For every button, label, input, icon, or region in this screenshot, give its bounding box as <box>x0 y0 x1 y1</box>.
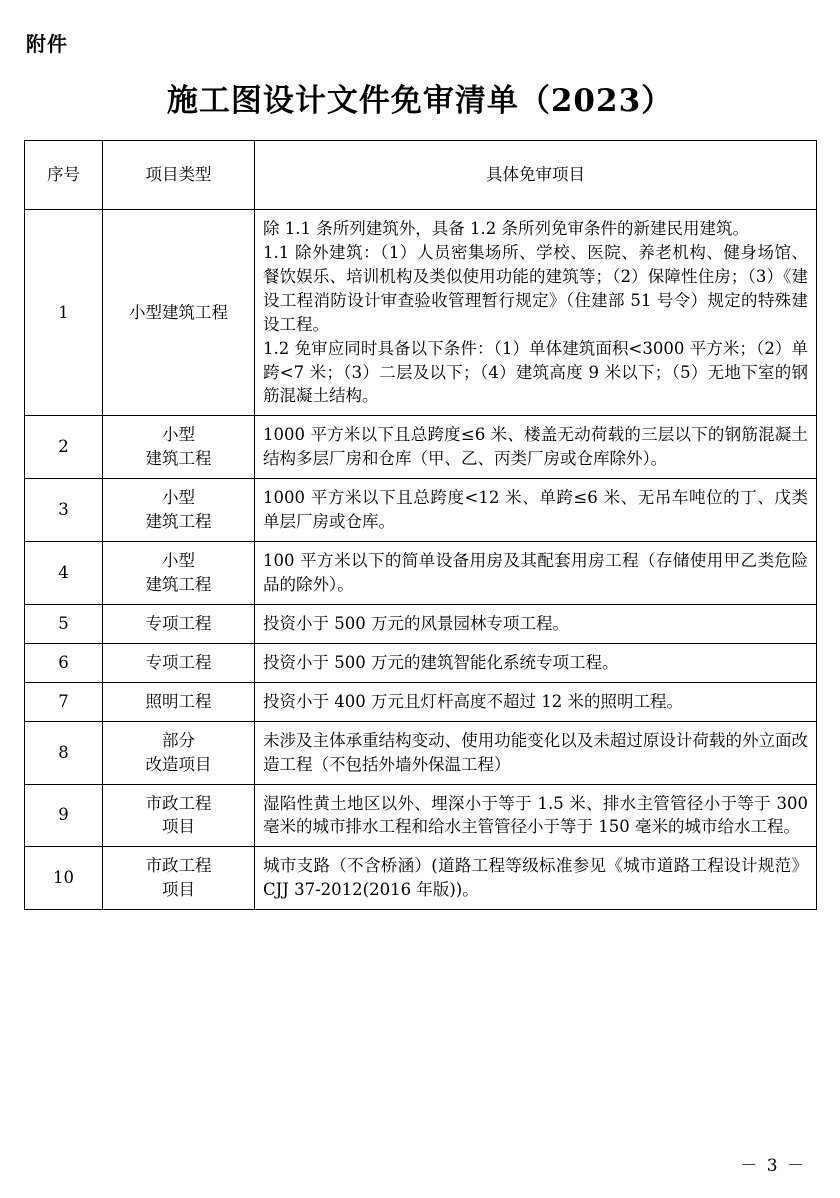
cell-project-type: 专项工程 <box>103 643 255 682</box>
page-number: － 3 － <box>740 1156 806 1176</box>
table-row <box>25 784 817 847</box>
cell-no: 9 <box>25 784 103 847</box>
table-row <box>25 542 817 605</box>
cell-exempt-detail <box>255 604 817 643</box>
detail-paragraph: 100 平方米以下的简单设备用房及其配套用房工程（存储使用甲乙类危险品的除外）。 <box>263 551 808 594</box>
cell-project-type: 小型 建筑工程 <box>103 542 255 605</box>
detail-paragraph: 投资小于 400 万元且灯杆高度不超过 12 米的照明工程。 <box>263 691 683 711</box>
cell-no: 3 <box>25 479 103 542</box>
detail-paragraph: 1000 平方米以下且总跨度≤6 米、楼盖无动荷载的三层以下的钢筋混凝土结构多层厂房和仓库（甲、乙、丙类厂房或仓库除外）。 <box>263 425 808 469</box>
cell-exempt-detail <box>255 210 817 416</box>
table-body <box>25 210 817 910</box>
cell-exempt-detail <box>255 479 817 542</box>
column-header-no: 序号 <box>25 141 103 210</box>
cell-project-type: 照明工程 <box>103 682 255 721</box>
cell-no: 4 <box>25 542 103 605</box>
table-row <box>25 643 817 682</box>
cell-exempt-detail <box>255 682 817 721</box>
table-header-row <box>25 141 817 210</box>
detail-paragraph: 1000 平方米以下且总跨度<12 米、单跨≤6 米、无吊车吨位的丁、戊类单层厂房或仓库。 <box>263 488 808 532</box>
cell-exempt-detail <box>255 847 817 910</box>
cell-exempt-detail <box>255 784 817 847</box>
cell-exempt-detail <box>255 721 817 784</box>
detail-paragraph: 投资小于 500 万元的风景园林专项工程。 <box>263 613 569 633</box>
table-row <box>25 847 817 910</box>
table-row <box>25 721 817 784</box>
table-row <box>25 210 817 416</box>
detail-paragraph: 湿陷性黄土地区以外、埋深小于等于 1.5 米、排水主管管径小于等于 300 毫米的城市排水工程和给水主管管径小于等于 150 毫米的城市给水工程。 <box>263 793 808 837</box>
table-row <box>25 479 817 542</box>
table-row <box>25 682 817 721</box>
column-header-type: 项目类型 <box>103 141 255 210</box>
cell-project-type: 小型建筑工程 <box>103 210 255 416</box>
detail-paragraph: 城市支路（不含桥涵）(道路工程等级标准参见《城市道路工程设计规范》CJJ 37-2012(2016 年版))。 <box>263 856 808 900</box>
cell-project-type: 部分 改造项目 <box>103 721 255 784</box>
exemption-list-table <box>24 140 817 910</box>
cell-no: 5 <box>25 604 103 643</box>
page-title: 施工图设计文件免审清单（2023） <box>166 83 674 119</box>
detail-paragraph: 1.1 除外建筑：（1）人员密集场所、学校、医院、养老机构、健身场馆、餐饮娱乐、培训机构及类似使用功能的建筑等；（2）保障性住房；（3）《建设工程消防设计审查验收管理暂行规定》（住建部 51 号令）规定的特殊建设工程。 <box>263 242 808 334</box>
cell-project-type: 小型 建筑工程 <box>103 416 255 479</box>
column-header-detail: 具体免审项目 <box>255 141 817 210</box>
cell-project-type: 市政工程 项目 <box>103 847 255 910</box>
cell-no: 8 <box>25 721 103 784</box>
cell-exempt-detail <box>255 416 817 479</box>
cell-exempt-detail <box>255 643 817 682</box>
attachment-label: 附件 <box>26 32 68 56</box>
detail-paragraph: 1.2 免审应同时具备以下条件：（1）单体建筑面积<3000 平方米；（2）单跨<7 米；（3）二层及以下；（4）建筑高度 9 米以下；（5）无地下室的钢筋混凝土结构。 <box>263 338 808 406</box>
cell-exempt-detail <box>255 542 817 605</box>
cell-no: 10 <box>25 847 103 910</box>
detail-paragraph: 投资小于 500 万元的建筑智能化系统专项工程。 <box>263 652 619 672</box>
cell-no: 6 <box>25 643 103 682</box>
cell-no: 1 <box>25 210 103 416</box>
cell-project-type: 小型 建筑工程 <box>103 479 255 542</box>
cell-no: 2 <box>25 416 103 479</box>
detail-paragraph: 未涉及主体承重结构变动、使用功能变化以及未超过原设计荷载的外立面改造工程（不包括外墙外保温工程） <box>263 730 808 774</box>
cell-no: 7 <box>25 682 103 721</box>
cell-project-type: 市政工程 项目 <box>103 784 255 847</box>
detail-paragraph: 除 1.1 条所列建筑外，具备 1.2 条所列免审条件的新建民用建筑。 <box>263 219 749 238</box>
cell-project-type: 专项工程 <box>103 604 255 643</box>
table-row <box>25 416 817 479</box>
table-row <box>25 604 817 643</box>
